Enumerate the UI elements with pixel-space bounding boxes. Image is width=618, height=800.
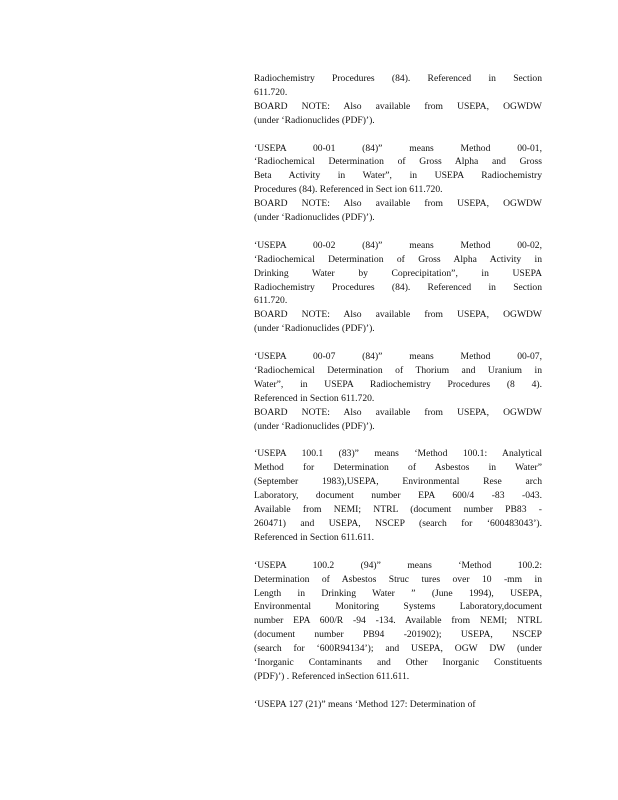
text-line: Determination of Asbestos Struc tures over 10 -mm in (254, 573, 542, 585)
text-line: ‘Radiochemical Determination of Gross Alpha and Gross (254, 156, 542, 168)
definition-paragraph (254, 698, 542, 712)
definition-paragraph (254, 559, 542, 684)
definition-paragraph (254, 239, 542, 336)
text-line: Environmental Monitoring Systems Laboratory,document (254, 601, 542, 613)
text-line: (under ‘Radionuclides (PDF)’). (254, 323, 375, 335)
text-line: ‘USEPA 00-02 (84)” means Method 00-02, (254, 239, 542, 251)
text-line: Beta Activity in Water”, in USEPA Radiochemistry (254, 170, 542, 182)
text-line: Water”, in USEPA Radiochemistry Procedures (8 4). (254, 378, 542, 390)
text-line: Procedures (84). Referenced in Sect ion 611.720. (254, 184, 443, 196)
text-line: BOARD NOTE: Also available from USEPA, OGWDW (254, 100, 542, 112)
text-line: 611.720. (254, 86, 288, 98)
text-line: ‘USEPA 00-07 (84)” means Method 00-07, (254, 351, 542, 363)
text-line: 260471) and USEPA, NSCEP (search for ‘600483043’). (254, 517, 542, 529)
text-line: Laboratory, document number EPA 600/4 -83 -043. (254, 490, 542, 502)
definition-paragraph (254, 447, 542, 544)
text-line: Referenced in Section 611.720. (254, 392, 375, 404)
text-line: ‘Radiochemical Determination of Thorium and Uranium in (254, 365, 542, 377)
text-line: Length in Drinking Water ” (June 1994), USEPA, (254, 587, 542, 599)
text-line: (document number PB94 -201902); USEPA, NSCEP (254, 629, 542, 641)
text-line: ‘USEPA 00-01 (84)” means Method 00-01, (254, 142, 542, 154)
text-line: (under ‘Radionuclides (PDF)’). (254, 114, 375, 126)
text-line: ‘USEPA 100.1 (83)” means ‘Method 100.1: Analytical (254, 448, 542, 460)
text-line: (under ‘Radionuclides (PDF)’). (254, 420, 375, 432)
text-line: BOARD NOTE: Also available from USEPA, OGWDW (254, 309, 542, 321)
text-line: (PDF)’) . Referenced inSection 611.611. (254, 670, 410, 682)
text-line: ‘USEPA 100.2 (94)” means ‘Method 100.2: (254, 559, 542, 571)
text-line: Radiochemistry Procedures (84). Referenced in Section (254, 73, 542, 84)
text-line: BOARD NOTE: Also available from USEPA, OGWDW (254, 198, 542, 210)
text-line: Radiochemistry Procedures (84). Referenced in Section (254, 281, 542, 293)
text-line: number EPA 600/R -94 -134. Available from NEMI; NTRL (254, 615, 542, 627)
definition-paragraph (254, 72, 542, 128)
text-line: ‘Radiochemical Determination of Gross Alpha Activity in (254, 253, 542, 265)
definition-paragraph (254, 350, 542, 433)
text-line: BOARD NOTE: Also available from USEPA, OGWDW (254, 406, 542, 418)
text-line: ‘USEPA 127 (21)” means ‘Method 127: Determination of (254, 698, 476, 710)
text-line: Referenced in Section 611.611. (254, 531, 374, 543)
text-line: Method for Determination of Asbestos in Water” (254, 462, 542, 474)
text-line: Available from NEMI; NTRL (document number PB83 - (254, 504, 542, 516)
text-line: Drinking Water by Coprecipitation”, in USEPA (254, 267, 542, 279)
text-column (254, 72, 542, 726)
definition-paragraph (254, 142, 542, 225)
text-line: (under ‘Radionuclides (PDF)’). (254, 212, 375, 224)
text-line: (September 1983),USEPA, Environmental Rese arch (254, 476, 542, 488)
text-line: 611.720. (254, 295, 288, 307)
text-line: (search for ‘600R94134’); and USEPA, OGW DW (under (254, 643, 542, 655)
text-line: ‘Inorganic Contaminants and Other Inorganic Constituents (254, 656, 542, 668)
